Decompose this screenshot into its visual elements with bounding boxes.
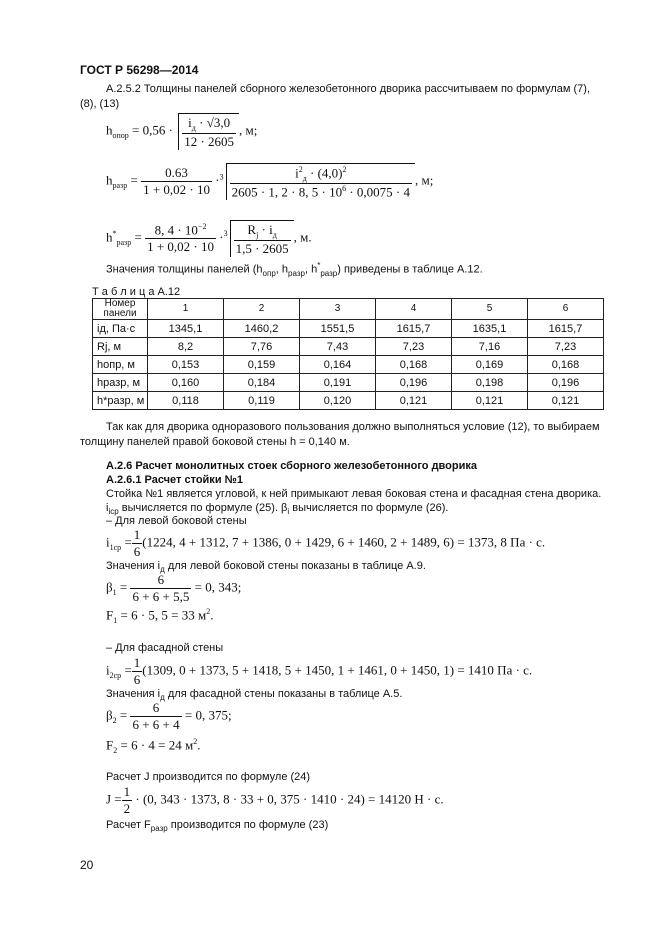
row-label: hопр, м xyxy=(93,356,148,374)
f3-eq: = xyxy=(134,229,142,245)
table-header-row xyxy=(93,299,604,320)
f7-lhs: i xyxy=(106,662,110,678)
f2-num-sup2: 2 xyxy=(342,165,347,174)
table-header-cell: 1 xyxy=(148,299,224,320)
table-cell: 0,160 xyxy=(148,374,224,392)
table-header-cell: Номер панели xyxy=(93,299,148,320)
table-cell: 0,168 xyxy=(528,356,604,374)
table-cell: 1460,2 xyxy=(224,320,300,338)
paragraph-condition-line1: Так как для дворика одноразового пользования должно выполняться условие (12), то выбираем xyxy=(106,421,600,433)
label-front-wall: – Для фасадной стены xyxy=(106,642,224,654)
f8-eq: = xyxy=(119,707,128,723)
f8-rest: = 0, 375; xyxy=(181,707,232,723)
f1-fraction xyxy=(182,115,236,150)
f8-num: 6 xyxy=(152,700,160,715)
formula-j xyxy=(106,784,444,817)
table-cell: 0,168 xyxy=(376,356,452,374)
f2-den: 2605 · 1, 2 · 8, 5 · 10 xyxy=(231,184,343,200)
p8-a: Расчет F xyxy=(106,819,151,831)
f2-num-sub: д xyxy=(302,173,307,183)
table-cell: 0,118 xyxy=(148,392,224,410)
f2-den-rest: · 0,0075 · 4 xyxy=(346,184,410,200)
f3-lhs-sup: * xyxy=(112,228,117,238)
table-cell: 7,76 xyxy=(224,338,300,356)
p2-mid2: , h xyxy=(304,263,318,276)
f4-rest: (1224, 4 + 1312, 7 + 1386, 0 + 1429, 6 + 1460, 2 + 1489, 6) = 1373, 8 Па · с. xyxy=(142,534,546,550)
table-header-cell: 2 xyxy=(224,299,300,320)
p2-mid1: , h xyxy=(275,263,289,276)
p2-sub3: разр xyxy=(320,268,338,278)
p6-a: Значения i xyxy=(106,688,161,700)
row-label: hразр, м xyxy=(93,374,148,392)
f9-tail: . xyxy=(197,737,201,753)
f3-sqrt xyxy=(230,220,294,257)
f2-lhs: h xyxy=(106,172,113,188)
f1-lhs-sub: опор xyxy=(112,130,129,140)
f2-coef xyxy=(141,165,212,198)
table-cell: 7,16 xyxy=(452,338,528,356)
table-row xyxy=(93,320,604,338)
f7-lhs-sub: 2ср xyxy=(109,671,122,681)
f1-unit: , м; xyxy=(239,122,258,138)
table-cell: 1551,5 xyxy=(300,320,376,338)
f8-fraction xyxy=(130,700,181,733)
table-a12 xyxy=(92,298,604,410)
table-cell: 7,23 xyxy=(376,338,452,356)
table-cell: 0,191 xyxy=(300,374,376,392)
f2-lhs-sub: разр xyxy=(112,181,128,191)
table-cell: 0,196 xyxy=(376,374,452,392)
paragraph-a252-line1: А.2.5.2 Толщины панелей сборного железобетонного дворика рассчитываем по формулам (7), xyxy=(106,83,590,95)
section-heading-a26: А.2.6 Расчет монолитных стоек сборного железобетонного дворика xyxy=(106,460,477,472)
f2-eq: = xyxy=(130,172,138,188)
f1-sqrt xyxy=(178,113,239,150)
formula-h-razr: $h_{разр}$ = $\frac{0.63}{1 + 0,02 \cdot 10}$ ·$^3$ $\frac{i^2_д \cdot (4,0)^2}{2605 \cdot 1, 2 \cdot 8, 5 \cdot 10^6 \cdot 0,0075 \cdot 4}$ , м; xyxy=(106,165,434,200)
f8-lhs: β xyxy=(106,707,113,723)
formula-i2sr xyxy=(106,655,532,688)
f1-num-sub: д xyxy=(191,123,196,133)
p2-sub2: разр xyxy=(288,268,305,278)
p6-a-sub: д xyxy=(160,693,165,703)
p2-tail: ) приведены в таблице А.12. xyxy=(337,263,483,276)
f4-fd: 6 xyxy=(133,544,141,559)
f2-den-sup: 6 xyxy=(342,183,347,193)
paragraph-condition-line2: толщину панелей правой боковой стены h = 0,140 м. xyxy=(80,436,350,448)
f2-unit: , м; xyxy=(415,172,434,188)
f3-lhs-sub: разр xyxy=(116,237,132,247)
formula-i1sr xyxy=(106,527,545,560)
p4-c: вычисляется по формуле (26). xyxy=(289,502,449,514)
f10-fn: 1 xyxy=(123,784,131,799)
f2-coef-num: 0.63 xyxy=(165,165,188,181)
f8-lhs-sub: 2 xyxy=(112,716,117,726)
p8-a-sub: разр xyxy=(150,824,168,834)
f6-lhs-sub: 1 xyxy=(113,615,118,625)
table-header-cell: 5 xyxy=(452,299,528,320)
table-header-cell: 3 xyxy=(300,299,376,320)
formula-beta2 xyxy=(106,700,232,733)
table-cell: 0,159 xyxy=(224,356,300,374)
f3-coef-den: 1 + 0,02 · 10 xyxy=(147,238,214,254)
f7-fn: 1 xyxy=(133,655,141,670)
section-heading-a261: А.2.6.1 Расчет стойки №1 xyxy=(106,474,244,486)
f2-root-index: 3 xyxy=(219,172,224,182)
f2-sqrt xyxy=(226,163,415,200)
f7-fd: 6 xyxy=(133,672,141,687)
f1-den: 12 · 2605 xyxy=(184,133,235,149)
f7-rest: (1309, 0 + 1373, 5 + 1418, 5 + 1450, 1 + 1461, 0 + 1450, 1) = 1410 Па · с. xyxy=(142,662,533,678)
f3-coef-num-sup: −2 xyxy=(197,221,207,231)
table-cell: 0,169 xyxy=(452,356,528,374)
f2-num-sup: 2 xyxy=(298,165,303,174)
paragraph-stoyka-line1: Стойка №1 является угловой, к ней примыкают левая боковая стена и фасадная стена дворика. xyxy=(106,488,602,500)
f1-eq: = 0,56 · xyxy=(132,122,173,138)
f3-coef xyxy=(145,222,216,255)
p2-sub1: опр xyxy=(262,268,276,278)
f3-num: R xyxy=(247,222,257,237)
f3-num-rest: · i xyxy=(258,222,273,237)
table-cell: 0,121 xyxy=(528,392,604,410)
table-cell: 0,121 xyxy=(376,392,452,410)
f5-lhs-sub: 1 xyxy=(112,588,117,598)
p5-a-sub: д xyxy=(160,565,165,575)
f1-num: i xyxy=(188,115,192,130)
table-cell: 0,119 xyxy=(224,392,300,410)
paragraph-calc-j: Расчет J производится по формуле (24) xyxy=(106,771,311,783)
f5-num: 6 xyxy=(157,572,165,587)
f6-sup: 2 xyxy=(206,607,211,616)
f10-rest: · (0, 343 · 1373, 8 · 33 + 0, 375 · 1410 · 24) = 14120 Н · с. xyxy=(132,791,444,807)
table-cell: 0,164 xyxy=(300,356,376,374)
f4-fraction xyxy=(132,527,143,560)
f2-fraction xyxy=(230,165,412,200)
f1-num-rest: · √3,0 xyxy=(195,115,231,130)
f2-num-rest: · (4,0) xyxy=(306,165,343,181)
table-caption: Т а б л и ц а А.12 xyxy=(92,286,181,298)
formula-h-razr-star: $h^*_{разр}$ = $\frac{8, 4 \cdot 10^{-2}}{1 + 0,02 \cdot 10}$ ·$^3$ $\frac{R_j \cdot i_д}{1,5 \cdot 2605}$ , м. xyxy=(106,221,312,256)
table-cell: 0,120 xyxy=(300,392,376,410)
f6-tail: . xyxy=(210,607,214,623)
table-cell: 0,184 xyxy=(224,374,300,392)
paragraph-panel-thickness xyxy=(106,261,483,278)
table-cell: 7,23 xyxy=(528,338,604,356)
p2-text: Значения толщины панелей (h xyxy=(106,263,263,276)
row-label: iд, Па·с xyxy=(93,320,148,338)
formula-f2 xyxy=(106,737,200,755)
f9-lhs-sub: 2 xyxy=(113,745,118,755)
f4-lhs-sub: 1ср xyxy=(109,543,122,553)
table-row xyxy=(93,356,604,374)
table-header-cell: 4 xyxy=(376,299,452,320)
f9-sup: 2 xyxy=(193,737,198,746)
f4-eq: = xyxy=(124,534,132,550)
f3-lhs: h xyxy=(106,229,113,245)
table-header-cell: 6 xyxy=(528,299,604,320)
f4-fn: 1 xyxy=(133,527,141,542)
table-cell: 1635,1 xyxy=(452,320,528,338)
table-cell: 0,196 xyxy=(528,374,604,392)
table-row xyxy=(93,338,604,356)
f5-den: 6 + 6 + 5,5 xyxy=(132,589,190,604)
formula-h-opor xyxy=(106,113,257,150)
f9-rest: = 6 · 4 = 24 м xyxy=(117,737,194,753)
f5-fraction xyxy=(130,572,191,605)
f5-lhs: β xyxy=(106,579,113,595)
f3-num-sub2: д xyxy=(272,230,277,240)
f2-coef-den: 1 + 0,02 · 10 xyxy=(143,182,210,198)
f3-root-index: 3 xyxy=(223,228,228,238)
f10-fraction xyxy=(122,784,133,817)
f10-fd: 2 xyxy=(123,801,131,816)
f3-num-sub: j xyxy=(256,230,259,240)
p4-b-sub: i xyxy=(287,507,290,517)
f1-lhs: h xyxy=(106,122,113,138)
f4-lhs: i xyxy=(106,534,110,550)
p4-a: i xyxy=(106,502,109,514)
f5-rest: = 0, 343; xyxy=(191,579,242,595)
f3-den: 1,5 · 2605 xyxy=(235,240,289,256)
f9-lhs: F xyxy=(106,737,114,753)
p2-sup3: * xyxy=(317,261,321,270)
document-header: ГОСТ Р 56298—2014 xyxy=(80,63,199,77)
p5-a: Значения i xyxy=(106,560,161,572)
f5-eq: = xyxy=(119,579,128,595)
f6-lhs: F xyxy=(106,607,114,623)
f2-num: i xyxy=(295,165,299,181)
p4-a-sub: iср xyxy=(108,507,119,517)
formula-beta1 xyxy=(106,572,241,605)
f7-fraction xyxy=(132,655,143,688)
table-cell: 8,2 xyxy=(148,338,224,356)
paragraph-calc-f xyxy=(106,819,328,833)
p5-b: для левой боковой стены показаны в таблице А.9. xyxy=(164,560,426,572)
table-row xyxy=(93,392,604,410)
table-cell: 0,153 xyxy=(148,356,224,374)
p4-b: вычисляется по формуле (25). β xyxy=(118,502,288,514)
label-left-wall: – Для левой боковой стены xyxy=(106,515,247,527)
f7-eq: = xyxy=(124,662,132,678)
table-cell: 1615,7 xyxy=(528,320,604,338)
page-number: 20 xyxy=(80,858,94,872)
f3-unit: , м. xyxy=(293,229,312,245)
f3-coef-num: 8, 4 · 10 xyxy=(154,221,198,237)
paragraph-a252-line2: (8), (13) xyxy=(80,98,120,110)
p6-b: для фасадной стены показаны в таблице А.5. xyxy=(164,688,403,700)
p8-b: производится по формуле (23) xyxy=(167,819,329,831)
row-label: Rj, м xyxy=(93,338,148,356)
table-row xyxy=(93,374,604,392)
f3-fraction xyxy=(234,222,291,257)
table-cell: 1615,7 xyxy=(376,320,452,338)
f8-den: 6 + 6 + 4 xyxy=(132,717,180,732)
f6-rest: = 6 · 5, 5 = 33 м xyxy=(117,607,207,623)
formula-f1 xyxy=(106,607,213,625)
table-cell: 7,43 xyxy=(300,338,376,356)
table-cell: 0,121 xyxy=(452,392,528,410)
f10-lhs: J = xyxy=(106,791,122,807)
table-cell: 1345,1 xyxy=(148,320,224,338)
table-cell: 0,198 xyxy=(452,374,528,392)
row-label: h*разр, м xyxy=(93,392,148,410)
